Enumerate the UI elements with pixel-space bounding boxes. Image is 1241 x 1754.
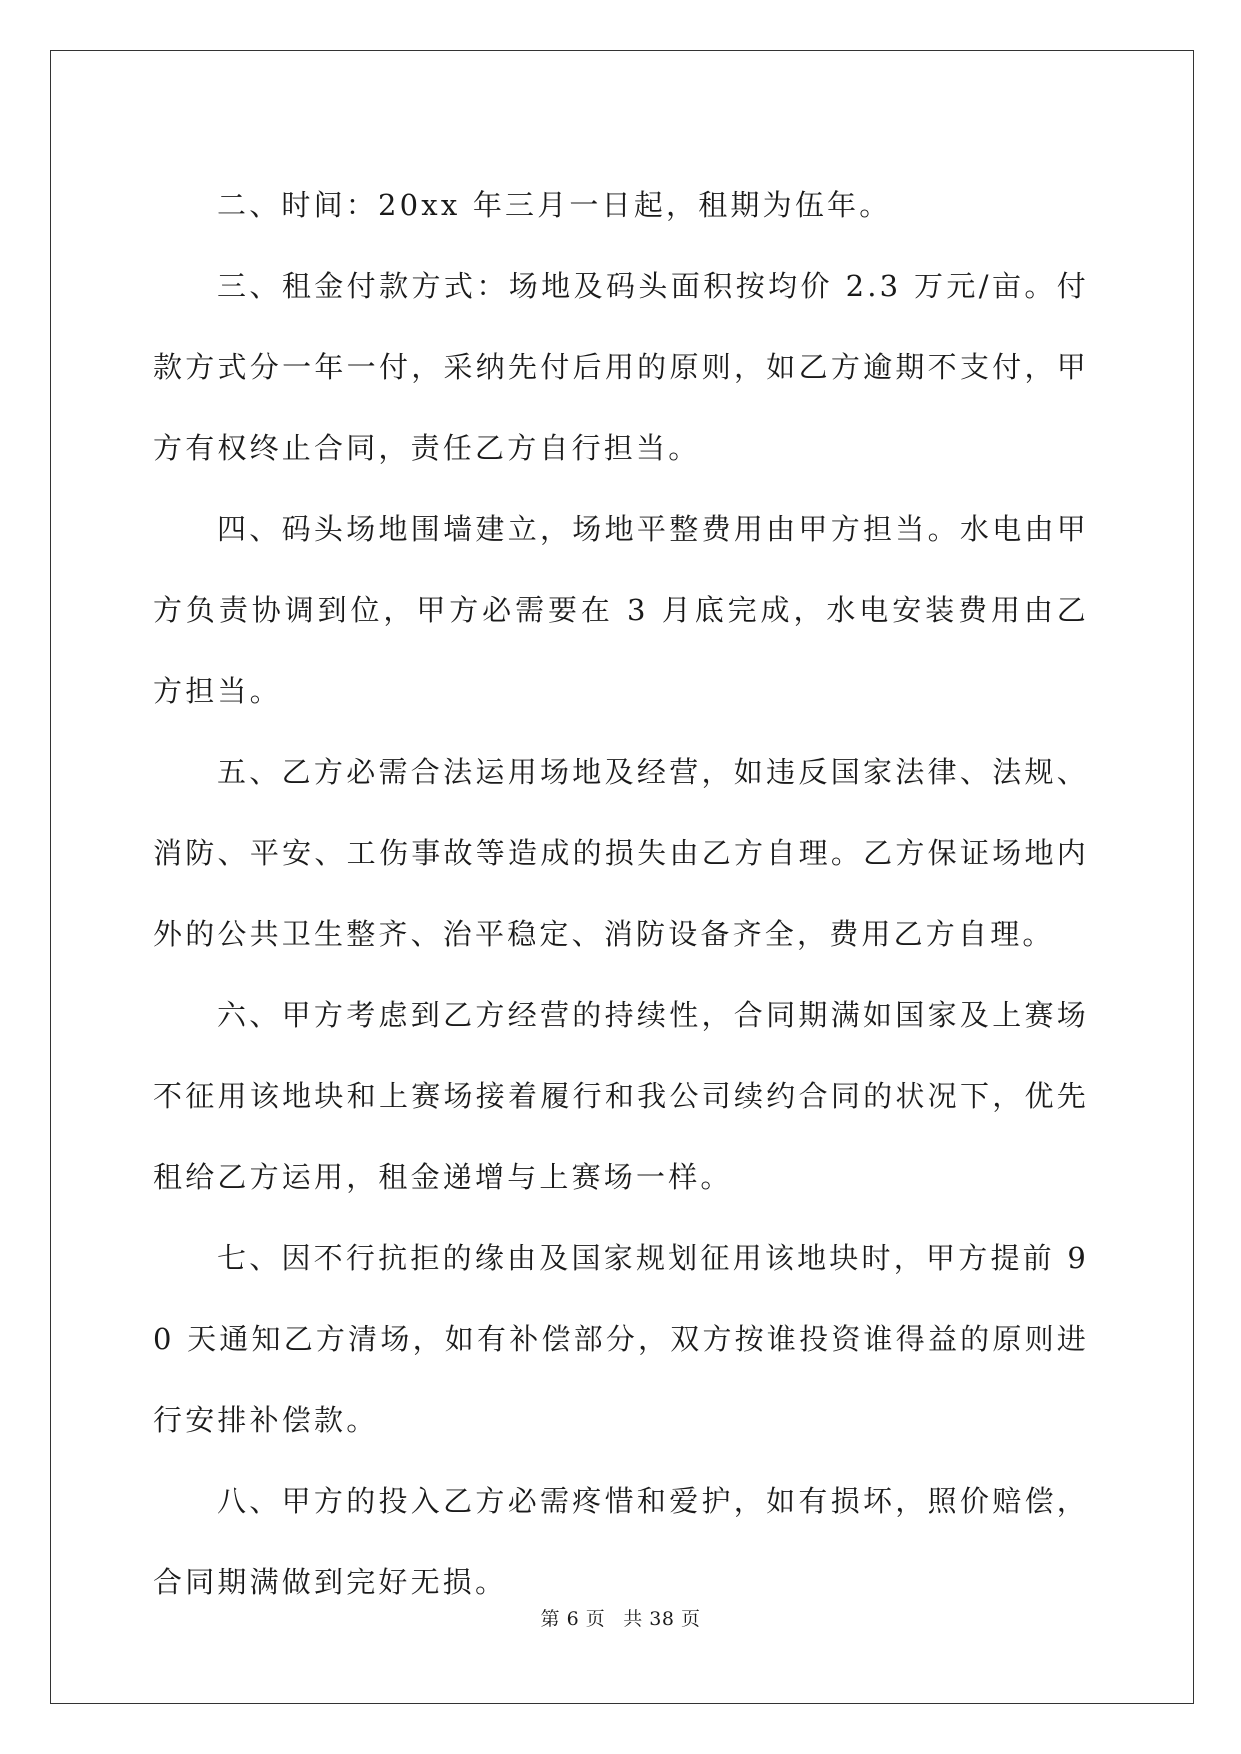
paragraph-6: 六、甲方考虑到乙方经营的持续性，合同期满如国家及上赛场不征用该地块和上赛场接着履行和我公司续约合同的状况下，优先租给乙方运用，租金递增与上赛场一样。	[153, 998, 1089, 1194]
page-footer	[0, 1604, 1241, 1631]
paragraph-2: 二、时间：20xx 年三月一日起，租期为伍年。	[217, 188, 892, 222]
paragraph-3: 三、租金付款方式：场地及码头面积按均价 2.3 万元/亩。付款方式分一年一付，采纳先付后用的原则，如乙方逾期不支付，甲方有权终止合同，责任乙方自行担当。	[153, 269, 1089, 465]
document-body	[153, 165, 1089, 1623]
paragraph-5: 五、乙方必需合法运用场地及经营，如违反国家法律、法规、消防、平安、工伤事故等造成的损失由乙方自理。乙方保证场地内外的公共卫生整齐、治平稳定、消防设备齐全，费用乙方自理。	[153, 755, 1089, 951]
paragraph-8: 八、甲方的投入乙方必需疼惜和爱护，如有损坏，照价赔偿，合同期满做到完好无损。	[153, 1484, 1089, 1599]
paragraph-4: 四、码头场地围墙建立，场地平整费用由甲方担当。水电由甲方负责协调到位，甲方必需要在 3 月底完成，水电安装费用由乙方担当。	[153, 512, 1089, 708]
page-number: 第 6 页	[540, 1608, 606, 1630]
paragraph-7: 七、因不行抗拒的缘由及国家规划征用该地块时，甲方提前 90 天通知乙方清场，如有补偿部分，双方按谁投资谁得益的原则进行安排补偿款。	[153, 1241, 1089, 1437]
page-total: 共 38 页	[623, 1608, 701, 1630]
